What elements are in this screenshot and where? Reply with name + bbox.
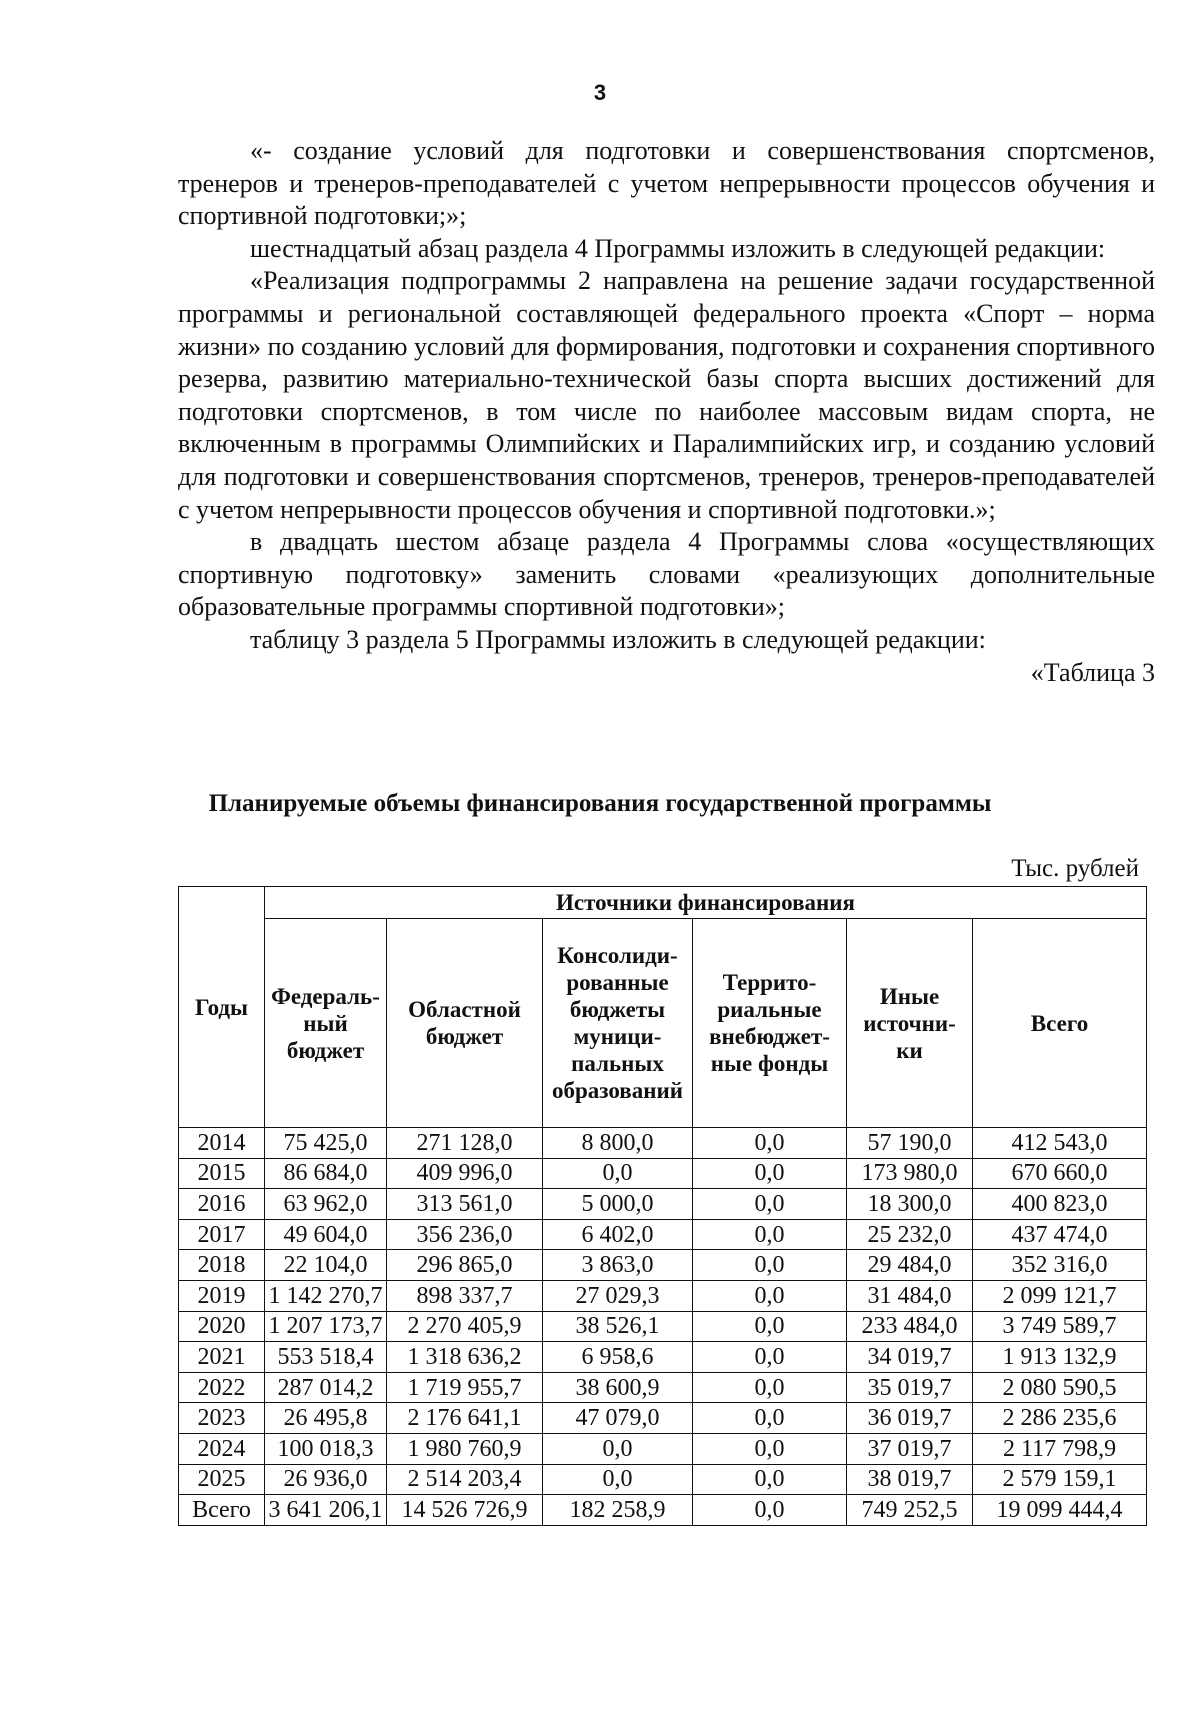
cell-municipal-budgets: 8 800,0 bbox=[543, 1128, 693, 1159]
header-regional-budget: Областной бюджет bbox=[387, 919, 543, 1128]
cell-total: 2 286 235,6 bbox=[973, 1403, 1147, 1434]
cell-extrabudgetary-funds: 0,0 bbox=[693, 1372, 847, 1403]
cell-federal-budget: 26 936,0 bbox=[265, 1464, 387, 1495]
cell-regional-budget: 14 526 726,9 bbox=[387, 1495, 543, 1526]
financing-table bbox=[178, 886, 1147, 1526]
cell-year: 2021 bbox=[179, 1342, 265, 1373]
cell-extrabudgetary-funds: 0,0 bbox=[693, 1311, 847, 1342]
paragraph-3: «Реализация подпрограммы 2 направлена на решение задачи государственной программы и региональной составляющей федерального проекта «Спорт – норма жизни» по созданию условий для формирования, подготовки и сохранения спортивного резерва, развитию материально-технической базы спорта высших достижений для подготовки спортсменов, в том числе по наиболее массовым видам спорта, не включенным в программы Олимпийских и Паралимпийских игр, и созданию условий для подготовки и совершенствования спортсменов, тренеров, тренеров-преподавателей с учетом непрерывности процессов обучения и спортивной подготовки.»; bbox=[178, 266, 1155, 524]
cell-extrabudgetary-funds: 0,0 bbox=[693, 1342, 847, 1373]
header-total: Всего bbox=[973, 919, 1147, 1128]
cell-municipal-budgets: 6 958,6 bbox=[543, 1342, 693, 1373]
cell-total: 2 117 798,9 bbox=[973, 1433, 1147, 1464]
table-row bbox=[179, 1372, 1147, 1403]
cell-extrabudgetary-funds: 0,0 bbox=[693, 1189, 847, 1220]
table-row bbox=[179, 1464, 1147, 1495]
page-number: 3 bbox=[593, 80, 607, 105]
cell-municipal-budgets: 182 258,9 bbox=[543, 1495, 693, 1526]
header-extrabudgetary-funds: Террито- риальные внебюджет- ные фонды bbox=[693, 919, 847, 1128]
cell-regional-budget: 271 128,0 bbox=[387, 1128, 543, 1159]
table-row bbox=[179, 1158, 1147, 1189]
cell-municipal-budgets: 38 600,9 bbox=[543, 1372, 693, 1403]
cell-federal-budget: 26 495,8 bbox=[265, 1403, 387, 1434]
cell-federal-budget: 22 104,0 bbox=[265, 1250, 387, 1281]
cell-total: 437 474,0 bbox=[973, 1219, 1147, 1250]
table-row bbox=[179, 1189, 1147, 1220]
table-row bbox=[179, 1495, 1147, 1526]
cell-extrabudgetary-funds: 0,0 bbox=[693, 1280, 847, 1311]
cell-total: 2 579 159,1 bbox=[973, 1464, 1147, 1495]
cell-regional-budget: 1 719 955,7 bbox=[387, 1372, 543, 1403]
cell-regional-budget: 296 865,0 bbox=[387, 1250, 543, 1281]
cell-year: 2018 bbox=[179, 1250, 265, 1281]
cell-year: 2016 bbox=[179, 1189, 265, 1220]
cell-federal-budget: 63 962,0 bbox=[265, 1189, 387, 1220]
cell-total: 400 823,0 bbox=[973, 1189, 1147, 1220]
cell-year: 2020 bbox=[179, 1311, 265, 1342]
table-row bbox=[179, 1433, 1147, 1464]
cell-regional-budget: 409 996,0 bbox=[387, 1158, 543, 1189]
table-row bbox=[179, 1342, 1147, 1373]
paragraph-1: «- создание условий для подготовки и совершенствования спортсменов, тренеров и тренеров-преподавателей с учетом непрерывности процессов обучения и спортивной подготовки;»; bbox=[178, 136, 1155, 231]
cell-regional-budget: 2 514 203,4 bbox=[387, 1464, 543, 1495]
cell-municipal-budgets: 27 029,3 bbox=[543, 1280, 693, 1311]
paragraph-5: таблицу 3 раздела 5 Программы изложить в следующей редакции: bbox=[250, 624, 986, 654]
header-federal-budget: Федераль- ный бюджет bbox=[265, 919, 387, 1128]
table-row bbox=[179, 1311, 1147, 1342]
cell-regional-budget: 898 337,7 bbox=[387, 1280, 543, 1311]
cell-extrabudgetary-funds: 0,0 bbox=[693, 1403, 847, 1434]
cell-other-sources: 34 019,7 bbox=[847, 1342, 973, 1373]
cell-municipal-budgets: 6 402,0 bbox=[543, 1219, 693, 1250]
cell-other-sources: 38 019,7 bbox=[847, 1464, 973, 1495]
cell-extrabudgetary-funds: 0,0 bbox=[693, 1158, 847, 1189]
table-row bbox=[179, 1280, 1147, 1311]
cell-other-sources: 749 252,5 bbox=[847, 1495, 973, 1526]
cell-federal-budget: 49 604,0 bbox=[265, 1219, 387, 1250]
header-financing-sources: Источники финансирования bbox=[265, 887, 1147, 919]
header-municipal-budgets: Консолиди- рованные бюджеты муници- пальных образований bbox=[543, 919, 693, 1128]
cell-other-sources: 35 019,7 bbox=[847, 1372, 973, 1403]
cell-year: 2025 bbox=[179, 1464, 265, 1495]
header-years: Годы bbox=[179, 887, 265, 1128]
cell-extrabudgetary-funds: 0,0 bbox=[693, 1433, 847, 1464]
table-row bbox=[179, 1219, 1147, 1250]
cell-other-sources: 31 484,0 bbox=[847, 1280, 973, 1311]
table-title: Планируемые объемы финансирования государственной программы bbox=[208, 790, 992, 817]
cell-year: 2019 bbox=[179, 1280, 265, 1311]
cell-regional-budget: 356 236,0 bbox=[387, 1219, 543, 1250]
cell-municipal-budgets: 47 079,0 bbox=[543, 1403, 693, 1434]
cell-other-sources: 37 019,7 bbox=[847, 1433, 973, 1464]
header-other-sources: Иные источни- ки bbox=[847, 919, 973, 1128]
table-header-columns-row bbox=[179, 919, 1147, 1128]
cell-other-sources: 173 980,0 bbox=[847, 1158, 973, 1189]
cell-extrabudgetary-funds: 0,0 bbox=[693, 1219, 847, 1250]
cell-other-sources: 57 190,0 bbox=[847, 1128, 973, 1159]
cell-year: 2022 bbox=[179, 1372, 265, 1403]
table-row bbox=[179, 1403, 1147, 1434]
cell-regional-budget: 2 176 641,1 bbox=[387, 1403, 543, 1434]
cell-other-sources: 25 232,0 bbox=[847, 1219, 973, 1250]
cell-municipal-budgets: 5 000,0 bbox=[543, 1189, 693, 1220]
cell-extrabudgetary-funds: 0,0 bbox=[693, 1495, 847, 1526]
cell-total: 412 543,0 bbox=[973, 1128, 1147, 1159]
cell-total: 3 749 589,7 bbox=[973, 1311, 1147, 1342]
cell-year: 2017 bbox=[179, 1219, 265, 1250]
cell-year: 2023 bbox=[179, 1403, 265, 1434]
cell-federal-budget: 287 014,2 bbox=[265, 1372, 387, 1403]
cell-extrabudgetary-funds: 0,0 bbox=[693, 1128, 847, 1159]
cell-extrabudgetary-funds: 0,0 bbox=[693, 1464, 847, 1495]
cell-regional-budget: 2 270 405,9 bbox=[387, 1311, 543, 1342]
cell-total: 670 660,0 bbox=[973, 1158, 1147, 1189]
table-row bbox=[179, 1250, 1147, 1281]
cell-other-sources: 18 300,0 bbox=[847, 1189, 973, 1220]
cell-total: 1 913 132,9 bbox=[973, 1342, 1147, 1373]
table-header-group-row bbox=[179, 887, 1147, 919]
cell-municipal-budgets: 0,0 bbox=[543, 1464, 693, 1495]
document-body bbox=[178, 135, 1155, 689]
cell-municipal-budgets: 0,0 bbox=[543, 1158, 693, 1189]
table-body bbox=[179, 1128, 1147, 1526]
cell-federal-budget: 100 018,3 bbox=[265, 1433, 387, 1464]
cell-other-sources: 233 484,0 bbox=[847, 1311, 973, 1342]
cell-municipal-budgets: 0,0 bbox=[543, 1433, 693, 1464]
cell-federal-budget: 1 142 270,7 bbox=[265, 1280, 387, 1311]
cell-total: 2 099 121,7 bbox=[973, 1280, 1147, 1311]
cell-total: 2 080 590,5 bbox=[973, 1372, 1147, 1403]
cell-municipal-budgets: 38 526,1 bbox=[543, 1311, 693, 1342]
cell-year: 2015 bbox=[179, 1158, 265, 1189]
cell-total: 352 316,0 bbox=[973, 1250, 1147, 1281]
cell-federal-budget: 75 425,0 bbox=[265, 1128, 387, 1159]
cell-year: Всего bbox=[179, 1495, 265, 1526]
cell-year: 2024 bbox=[179, 1433, 265, 1464]
cell-other-sources: 29 484,0 bbox=[847, 1250, 973, 1281]
paragraph-2: шестнадцатый абзац раздела 4 Программы изложить в следующей редакции: bbox=[250, 233, 1106, 263]
cell-federal-budget: 3 641 206,1 bbox=[265, 1495, 387, 1526]
table-reference: «Таблица 3 bbox=[1030, 657, 1155, 687]
cell-municipal-budgets: 3 863,0 bbox=[543, 1250, 693, 1281]
cell-regional-budget: 1 318 636,2 bbox=[387, 1342, 543, 1373]
cell-federal-budget: 86 684,0 bbox=[265, 1158, 387, 1189]
table-row bbox=[179, 1128, 1147, 1159]
cell-year: 2014 bbox=[179, 1128, 265, 1159]
paragraph-4: в двадцать шестом абзаце раздела 4 Программы слова «осуществляющих спортивную подготовку» заменить словами «реализующих дополнительные образовательные программы спортивной подготовки»; bbox=[178, 527, 1155, 622]
cell-regional-budget: 313 561,0 bbox=[387, 1189, 543, 1220]
cell-total: 19 099 444,4 bbox=[973, 1495, 1147, 1526]
cell-regional-budget: 1 980 760,9 bbox=[387, 1433, 543, 1464]
cell-federal-budget: 553 518,4 bbox=[265, 1342, 387, 1373]
cell-other-sources: 36 019,7 bbox=[847, 1403, 973, 1434]
cell-extrabudgetary-funds: 0,0 bbox=[693, 1250, 847, 1281]
table-units: Тыс. рублей bbox=[1011, 855, 1139, 882]
cell-federal-budget: 1 207 173,7 bbox=[265, 1311, 387, 1342]
